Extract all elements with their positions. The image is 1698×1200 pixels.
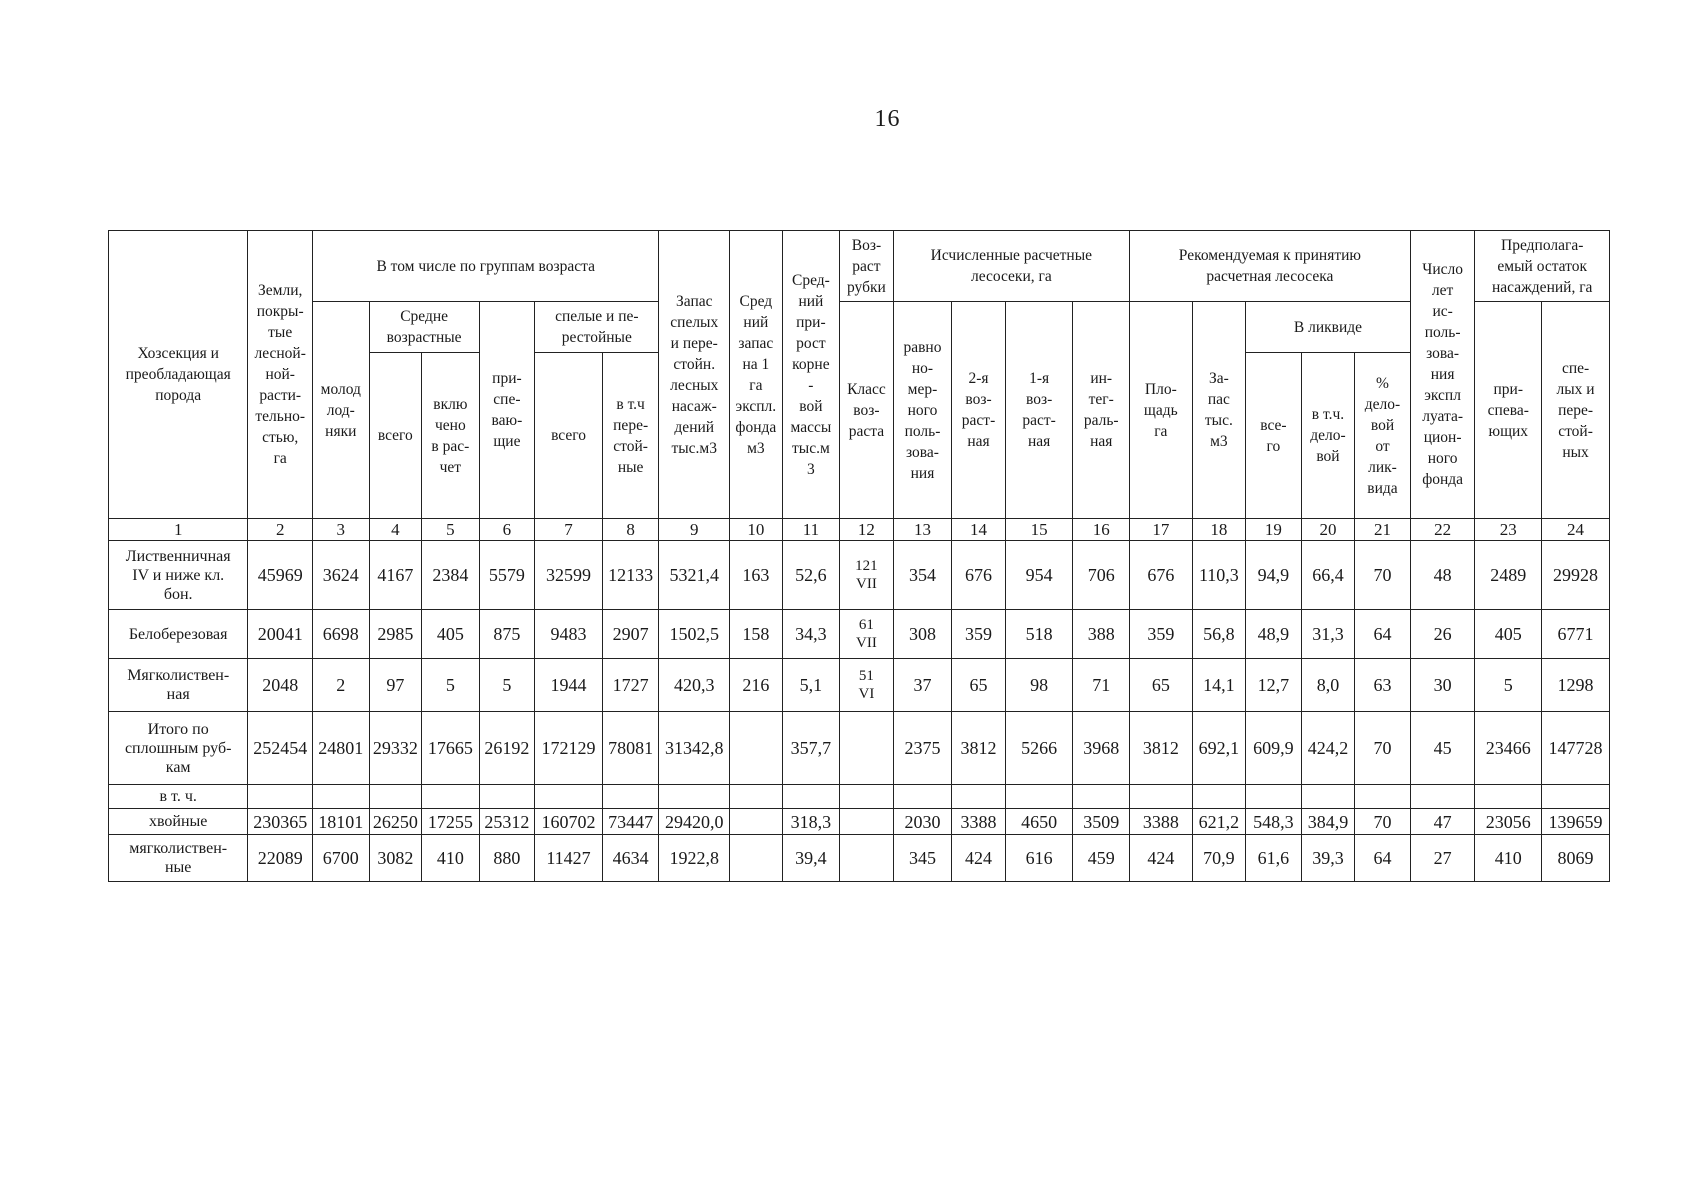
cell-avg-growth xyxy=(782,785,840,809)
header-middle-included: вклю чено в рас- чет xyxy=(422,353,480,519)
cell-business-pct: 70 xyxy=(1355,541,1411,610)
cell-stock: 5321,4 xyxy=(659,541,730,610)
header-mature-overmature: спелые и пе- рестойные xyxy=(535,302,659,353)
cell-liquid-total: 548,3 xyxy=(1246,809,1302,835)
cell-age: 51 VI xyxy=(840,659,894,712)
cell-rem-mature xyxy=(1542,785,1610,809)
cell-middle-included: 17665 xyxy=(422,712,480,785)
cell-rem-mature: 29928 xyxy=(1542,541,1610,610)
cell-label: Лиственничная IV и ниже кл. бон. xyxy=(109,541,248,610)
cell-rem-maturing: 2489 xyxy=(1475,541,1542,610)
cell-integral: 459 xyxy=(1073,835,1130,882)
column-number-cell: 3 xyxy=(313,519,370,541)
cell-area: 3388 xyxy=(1130,809,1193,835)
cell-avg-growth: 318,3 xyxy=(782,809,840,835)
column-number-cell: 17 xyxy=(1130,519,1193,541)
header-first-age: 1-я воз- раст- ная xyxy=(1005,302,1073,519)
cell-overmature: 1727 xyxy=(602,659,659,712)
header-rem-mature: спе- лых и пере- стой- ных xyxy=(1542,302,1610,519)
cell-liquid-total xyxy=(1246,785,1302,809)
cell-liquid-total: 94,9 xyxy=(1246,541,1302,610)
cell-area: 359 xyxy=(1130,610,1193,659)
cell-business-pct xyxy=(1355,785,1411,809)
cell-stock: 1502,5 xyxy=(659,610,730,659)
cell-overmature: 78081 xyxy=(602,712,659,785)
cell-label: Мягколиствен- ная xyxy=(109,659,248,712)
cell-uniform: 308 xyxy=(893,610,952,659)
cell-overmature: 12133 xyxy=(602,541,659,610)
cell-land xyxy=(248,785,313,809)
cell-rec-stock: 14,1 xyxy=(1192,659,1246,712)
cell-rem-maturing: 23466 xyxy=(1475,712,1542,785)
cell-middle-included: 2384 xyxy=(422,541,480,610)
cell-land: 20041 xyxy=(248,610,313,659)
cell-liquid-business: 8,0 xyxy=(1301,659,1355,712)
header-calc-cuttings: Исчисленные расчетные лесосеки, га xyxy=(893,231,1129,302)
forest-cutting-table-wrapper xyxy=(108,230,1610,882)
cell-young: 6698 xyxy=(313,610,370,659)
cell-overmature xyxy=(602,785,659,809)
column-number-cell: 2 xyxy=(248,519,313,541)
column-number-cell: 1 xyxy=(109,519,248,541)
header-area: Пло- щадь га xyxy=(1130,302,1193,519)
cell-middle-included: 410 xyxy=(422,835,480,882)
cell-avg-stock: 158 xyxy=(730,610,783,659)
cell-maturing: 5 xyxy=(479,659,535,712)
cell-rem-mature: 6771 xyxy=(1542,610,1610,659)
cell-avg-stock xyxy=(730,785,783,809)
column-number-cell: 11 xyxy=(782,519,840,541)
cell-uniform: 37 xyxy=(893,659,952,712)
column-number-cell: 22 xyxy=(1410,519,1475,541)
cell-age xyxy=(840,835,894,882)
cell-liquid-business: 39,3 xyxy=(1301,835,1355,882)
cell-overmature: 73447 xyxy=(602,809,659,835)
cell-maturing: 5579 xyxy=(479,541,535,610)
header-age-groups: В том числе по группам возраста xyxy=(313,231,659,302)
cell-second-age: 65 xyxy=(952,659,1006,712)
column-number-cell: 10 xyxy=(730,519,783,541)
cell-rec-stock: 70,9 xyxy=(1192,835,1246,882)
cell-rem-mature: 8069 xyxy=(1542,835,1610,882)
table-row-larch xyxy=(109,541,1610,610)
header-age-class: Класс воз- раста xyxy=(840,302,894,519)
cell-land: 230365 xyxy=(248,809,313,835)
column-number-row xyxy=(109,519,1610,541)
cell-label: в т. ч. xyxy=(109,785,248,809)
cell-mature-total: 172129 xyxy=(535,712,603,785)
cell-rem-maturing: 405 xyxy=(1475,610,1542,659)
header-liquid: В ликвиде xyxy=(1246,302,1411,353)
cell-uniform: 2030 xyxy=(893,809,952,835)
cell-land: 45969 xyxy=(248,541,313,610)
cell-young: 3624 xyxy=(313,541,370,610)
cell-age: 61 VII xyxy=(840,610,894,659)
cell-mature-total: 11427 xyxy=(535,835,603,882)
cell-avg-growth: 357,7 xyxy=(782,712,840,785)
cell-years: 47 xyxy=(1410,809,1475,835)
cell-avg-stock: 163 xyxy=(730,541,783,610)
cell-years xyxy=(1410,785,1475,809)
cell-second-age: 424 xyxy=(952,835,1006,882)
cell-second-age: 359 xyxy=(952,610,1006,659)
cell-years: 45 xyxy=(1410,712,1475,785)
column-number-cell: 23 xyxy=(1475,519,1542,541)
cell-first-age: 616 xyxy=(1005,835,1073,882)
table-row-total xyxy=(109,712,1610,785)
cell-second-age: 3388 xyxy=(952,809,1006,835)
cell-integral: 388 xyxy=(1073,610,1130,659)
cell-avg-growth: 34,3 xyxy=(782,610,840,659)
cell-uniform xyxy=(893,785,952,809)
header-stock: Запас спелых и пере- стойн. лесных насаж- дений тыс.м3 xyxy=(659,231,730,519)
cell-second-age: 676 xyxy=(952,541,1006,610)
cell-middle-total: 26250 xyxy=(369,809,422,835)
column-number-cell: 14 xyxy=(952,519,1006,541)
cell-avg-stock xyxy=(730,809,783,835)
table-row-including xyxy=(109,785,1610,809)
cell-young: 2 xyxy=(313,659,370,712)
column-number-cell: 15 xyxy=(1005,519,1073,541)
cell-stock: 31342,8 xyxy=(659,712,730,785)
cell-second-age: 3812 xyxy=(952,712,1006,785)
table-row-coniferous xyxy=(109,809,1610,835)
column-number-cell: 19 xyxy=(1246,519,1302,541)
cell-rem-mature: 1298 xyxy=(1542,659,1610,712)
cell-liquid-total: 48,9 xyxy=(1246,610,1302,659)
cell-young: 6700 xyxy=(313,835,370,882)
cell-liquid-business xyxy=(1301,785,1355,809)
cell-rem-mature: 139659 xyxy=(1542,809,1610,835)
cell-middle-total: 97 xyxy=(369,659,422,712)
cell-label: хвойные xyxy=(109,809,248,835)
cell-business-pct: 70 xyxy=(1355,809,1411,835)
cell-avg-stock xyxy=(730,712,783,785)
header-integral: ин- тег- раль- ная xyxy=(1073,302,1130,519)
header-maturing: при- спе- ваю- щие xyxy=(479,302,535,519)
cell-area: 424 xyxy=(1130,835,1193,882)
cell-first-age: 5266 xyxy=(1005,712,1073,785)
cell-maturing: 880 xyxy=(479,835,535,882)
cell-rem-maturing: 410 xyxy=(1475,835,1542,882)
cell-area: 65 xyxy=(1130,659,1193,712)
header-young: молод лод- няки xyxy=(313,302,370,519)
cell-integral: 3509 xyxy=(1073,809,1130,835)
cell-years: 27 xyxy=(1410,835,1475,882)
cell-stock xyxy=(659,785,730,809)
cell-land: 2048 xyxy=(248,659,313,712)
cell-liquid-business: 424,2 xyxy=(1301,712,1355,785)
cell-liquid-business: 66,4 xyxy=(1301,541,1355,610)
column-number-cell: 18 xyxy=(1192,519,1246,541)
header-liquid-total: все- го xyxy=(1246,353,1302,519)
cell-mature-total: 9483 xyxy=(535,610,603,659)
header-years: Число лет ис- поль- зова- ния экспл луата- цион- ного фонда xyxy=(1410,231,1475,519)
cell-area: 3812 xyxy=(1130,712,1193,785)
cell-stock: 420,3 xyxy=(659,659,730,712)
column-number-cell: 8 xyxy=(602,519,659,541)
cell-label: Белоберезовая xyxy=(109,610,248,659)
cell-middle-included: 405 xyxy=(422,610,480,659)
cell-middle-total: 2985 xyxy=(369,610,422,659)
cell-second-age xyxy=(952,785,1006,809)
header-second-age: 2-я воз- раст- ная xyxy=(952,302,1006,519)
cell-avg-growth: 39,4 xyxy=(782,835,840,882)
header-avg-growth: Сред- ний при- рост корне - вой массы тыс.м 3 xyxy=(782,231,840,519)
cell-rec-stock xyxy=(1192,785,1246,809)
table-row-softwood xyxy=(109,659,1610,712)
header-rem-maturing: при- спева- ющих xyxy=(1475,302,1542,519)
header-liquid-business: в т.ч. дело- вой xyxy=(1301,353,1355,519)
cell-years: 48 xyxy=(1410,541,1475,610)
cell-business-pct: 64 xyxy=(1355,610,1411,659)
cell-stock: 1922,8 xyxy=(659,835,730,882)
column-number-cell: 7 xyxy=(535,519,603,541)
column-number-cell: 21 xyxy=(1355,519,1411,541)
cell-land: 22089 xyxy=(248,835,313,882)
header-avg-stock: Сред ний запас на 1 га экспл. фонда м3 xyxy=(730,231,783,519)
cell-rec-stock: 110,3 xyxy=(1192,541,1246,610)
cell-young xyxy=(313,785,370,809)
cell-maturing: 25312 xyxy=(479,809,535,835)
cell-rec-stock: 692,1 xyxy=(1192,712,1246,785)
cell-rem-maturing xyxy=(1475,785,1542,809)
cell-mature-total xyxy=(535,785,603,809)
cell-mature-total: 160702 xyxy=(535,809,603,835)
cell-business-pct: 64 xyxy=(1355,835,1411,882)
cell-rem-maturing: 5 xyxy=(1475,659,1542,712)
cell-area: 676 xyxy=(1130,541,1193,610)
cell-maturing: 26192 xyxy=(479,712,535,785)
cell-label: Итого по сплошным руб- кам xyxy=(109,712,248,785)
header-remaining: Предполага- емый остаток насаждений, га xyxy=(1475,231,1610,302)
header-overmature: в т.ч пере- стой- ные xyxy=(602,353,659,519)
cell-middle-included: 17255 xyxy=(422,809,480,835)
cell-young: 24801 xyxy=(313,712,370,785)
cell-mature-total: 1944 xyxy=(535,659,603,712)
cell-maturing xyxy=(479,785,535,809)
cell-avg-stock xyxy=(730,835,783,882)
cell-business-pct: 63 xyxy=(1355,659,1411,712)
header-middle-aged: Средне возрастные xyxy=(369,302,479,353)
cell-middle-total: 29332 xyxy=(369,712,422,785)
cell-age: 121 VII xyxy=(840,541,894,610)
header-farm-section: Хозсекция и преобладающая порода xyxy=(109,231,248,519)
header-recommended: Рекомендуемая к принятию расчетная лесосека xyxy=(1130,231,1411,302)
column-number-cell: 16 xyxy=(1073,519,1130,541)
cell-avg-growth: 52,6 xyxy=(782,541,840,610)
cell-business-pct: 70 xyxy=(1355,712,1411,785)
cell-liquid-total: 609,9 xyxy=(1246,712,1302,785)
cell-integral xyxy=(1073,785,1130,809)
cell-maturing: 875 xyxy=(479,610,535,659)
cell-first-age: 518 xyxy=(1005,610,1073,659)
column-number-cell: 4 xyxy=(369,519,422,541)
cell-liquid-business: 384,9 xyxy=(1301,809,1355,835)
cell-years: 26 xyxy=(1410,610,1475,659)
header-middle-total: всего xyxy=(369,353,422,519)
header-uniform: равно но- мер- ного поль- зова- ния xyxy=(893,302,952,519)
cell-overmature: 4634 xyxy=(602,835,659,882)
column-number-cell: 9 xyxy=(659,519,730,541)
column-number-cell: 6 xyxy=(479,519,535,541)
cell-first-age xyxy=(1005,785,1073,809)
column-number-cell: 13 xyxy=(893,519,952,541)
cell-age xyxy=(840,785,894,809)
cell-rec-stock: 621,2 xyxy=(1192,809,1246,835)
cell-integral: 706 xyxy=(1073,541,1130,610)
cell-middle-total: 3082 xyxy=(369,835,422,882)
cell-label: мягколиствен- ные xyxy=(109,835,248,882)
cell-liquid-business: 31,3 xyxy=(1301,610,1355,659)
forest-cutting-table xyxy=(108,230,1610,882)
page-number: 16 xyxy=(874,106,901,132)
cell-age xyxy=(840,712,894,785)
column-number-cell: 20 xyxy=(1301,519,1355,541)
cell-stock: 29420,0 xyxy=(659,809,730,835)
cell-first-age: 954 xyxy=(1005,541,1073,610)
cell-liquid-total: 12,7 xyxy=(1246,659,1302,712)
column-number-cell: 24 xyxy=(1542,519,1610,541)
cell-integral: 71 xyxy=(1073,659,1130,712)
cell-rem-maturing: 23056 xyxy=(1475,809,1542,835)
cell-uniform: 354 xyxy=(893,541,952,610)
cell-middle-included: 5 xyxy=(422,659,480,712)
cell-rec-stock: 56,8 xyxy=(1192,610,1246,659)
cell-overmature: 2907 xyxy=(602,610,659,659)
header-business-pct: % дело- вой от лик- вида xyxy=(1355,353,1411,519)
header-rec-stock: За- пас тыс. м3 xyxy=(1192,302,1246,519)
cell-area xyxy=(1130,785,1193,809)
cell-years: 30 xyxy=(1410,659,1475,712)
cell-land: 252454 xyxy=(248,712,313,785)
column-number-cell: 5 xyxy=(422,519,480,541)
cell-uniform: 345 xyxy=(893,835,952,882)
cell-age xyxy=(840,809,894,835)
table-row-softwood-total xyxy=(109,835,1610,882)
header-cutting-age: Воз- раст рубки xyxy=(840,231,894,302)
cell-avg-stock: 216 xyxy=(730,659,783,712)
cell-middle-total xyxy=(369,785,422,809)
cell-mature-total: 32599 xyxy=(535,541,603,610)
cell-rem-mature: 147728 xyxy=(1542,712,1610,785)
cell-uniform: 2375 xyxy=(893,712,952,785)
cell-liquid-total: 61,6 xyxy=(1246,835,1302,882)
cell-avg-growth: 5,1 xyxy=(782,659,840,712)
cell-young: 18101 xyxy=(313,809,370,835)
cell-middle-included xyxy=(422,785,480,809)
cell-middle-total: 4167 xyxy=(369,541,422,610)
column-number-cell: 12 xyxy=(840,519,894,541)
cell-integral: 3968 xyxy=(1073,712,1130,785)
header-mature-total: всего xyxy=(535,353,603,519)
table-row-birch xyxy=(109,610,1610,659)
cell-first-age: 4650 xyxy=(1005,809,1073,835)
header-land-area: Земли, покры- тые лесной- ной- расти- тельно- стью, га xyxy=(248,231,313,519)
cell-first-age: 98 xyxy=(1005,659,1073,712)
